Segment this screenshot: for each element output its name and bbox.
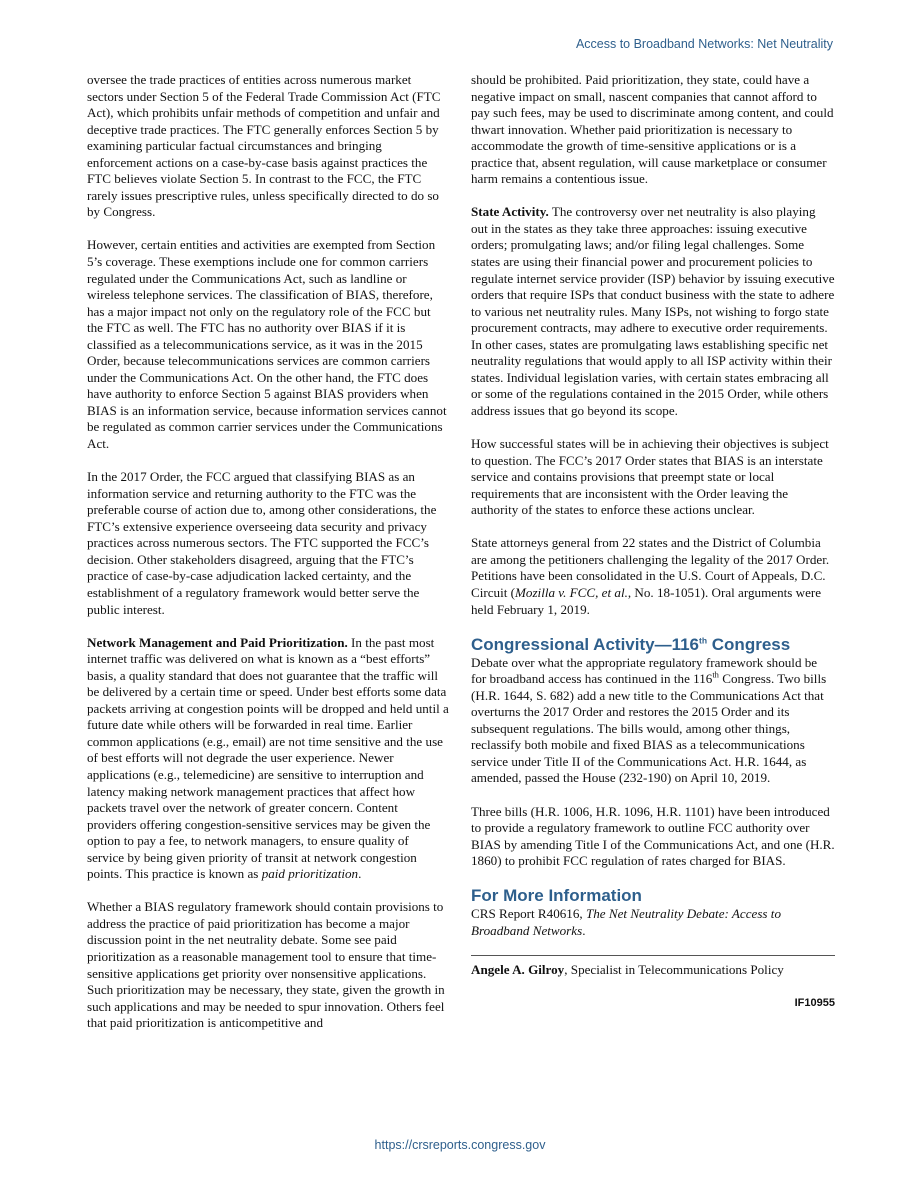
paragraph-ftc-oversight: oversee the trade practices of entities across numerous market sectors under Section 5 of the Federal Trade Commission Act (FTC Act), which prohibits unfair methods of competition and unfair and deceptive trade practices. The FTC generally enforces Section 5 by examining particular factual circumstances and bringing enforcement actions on a case-by-case basis against practices the FTC believes violate Section 5. In contrast to the FCC, the FTC rarely issues prescriptive rules, unless specifically directed to do so by Congress. xyxy=(87,72,441,220)
crs-report-end: . xyxy=(582,922,586,938)
run-in-heading-network-management: Network Management and Paid Prioritization. xyxy=(87,634,348,650)
case-citation: Mozilla v. FCC, et al. xyxy=(515,584,628,600)
paragraph-network-management xyxy=(87,635,449,883)
section-heading-congressional-activity xyxy=(471,635,835,655)
paragraph-paid-prioritization-debate: Whether a BIAS regulatory framework should contain provisions to address the practice of paid prioritization has become a major discussion point in the net neutrality debate. Some see paid prioritization as a reasonable management tool to ensure that time-sensitive applications get priority over nonsensitive applications. Such prioritization may be necessary, they state, given the growth in such applications and may be needed to spur innovation. Others feel that paid prioritization is anticompetitive and xyxy=(87,899,445,1031)
footer-url-link[interactable]: https://crsreports.congress.gov xyxy=(374,1138,546,1152)
paragraph-congressional-debate xyxy=(471,655,835,787)
paragraph-prohibition-argument: should be prohibited. Paid prioritization, they state, could have a negative impact on small, nascent companies that cannot afford to pay such fees, may be used to discriminate among content, and could thwart innovation. Whether paid prioritization is necessary to accommodate the growth of time-sensitive applications or is a practice that, absent regulation, will cause marketplace or consumer harm remains a contentious issue. xyxy=(471,72,834,187)
paragraph-section5-exemptions: However, certain entities and activities are exempted from Section 5’s coverage. These exemptions include one for common carriers regulated under the Communications Act, such as landline or wireless telephone services. The classification of BIAS, therefore, has a major impact not only on the regulatory role of the FCC but the FTC as well. The FTC has no authority over BIAS if it is classified as a telecommunications service, as it was in the 2015 Order, because telecommunications services are common carriers under the Communications Act. On the other hand, the FTC does have authority to enforce Section 5 against BIAS providers when BIAS is an information service, because information services cannot be regulated as common carrier services under the Communications Act. xyxy=(87,237,447,452)
heading-congress-end: Congress xyxy=(707,634,791,654)
crs-report-prefix: CRS Report R40616, xyxy=(471,906,586,922)
paragraph-congressional-debate-start: Debate over what the appropriate regulatory framework should be for broadband access has continued in the 116 xyxy=(471,654,818,687)
run-in-heading-state-activity: State Activity. xyxy=(471,204,549,220)
paragraph-state-activity-body: The controversy over net neutrality is also playing out in the states as they take three approaches: issuing executive orders; promulgating laws; and/or filing legal challenges. Some states are using their financial power and procurement policies to regulate internet service provider (ISP) behavior by issuing executive orders that require ISPs that conduct business with the state to adhere to various net neutrality rules. Many ISPs, not wishing to forgo state procurement contracts, may adhere to executive order requirements. In other cases, states are promulgating laws establishing specific net neutrality regulations that would apply to all ISP activity within their states. Individual legislation varies, with certain states embracing all or some of the regulations contained in the 2015 Order, while others address issues that go beyond its scope. xyxy=(471,204,835,418)
paragraph-crs-report xyxy=(471,906,835,939)
paragraph-attorneys-general-end: , No. 18-1051). Oral arguments were held February 1, 2019. xyxy=(471,584,822,617)
paragraph-attorneys-general-start: State attorneys general from 22 states and the District of Columbia are among the petitioners challenging the legality of the 2017 Order. Petitions have been consolidated in the U.S. Court of Appeals, D.C. Circuit ( xyxy=(471,535,830,600)
paragraph-network-management-end: . xyxy=(358,866,362,882)
crs-report-title: The Net Neutrality Debate: Access to Broadband Networks xyxy=(471,906,781,938)
paragraph-state-activity xyxy=(471,204,835,419)
author-line xyxy=(471,962,835,979)
left-column xyxy=(87,72,449,1032)
paragraph-congressional-debate-end: Congress. Two bills (H.R. 1644, S. 682) add a new title to the Communications Act that overturns the 2017 Order and restores the 2015 Order and its subsequent regulations. The bills would, among other things, reclassify both mobile and fixed BIAS as a telecommunications service under Title II of the Communications Act. H.R. 1644, as amended, passed the House (232-190) on April 10, 2019. xyxy=(471,671,827,786)
report-id: IF10955 xyxy=(794,997,835,1010)
paragraph-state-success: How successful states will be in achieving their objectives is subject to question. The FCC’s 2017 Order states that BIAS is an interstate service and contains provisions that preempt state or local requirements that are inconsistent with the Order leaving the authority of the states to enforce these actions unclear. xyxy=(471,436,829,518)
paragraph-attorneys-general xyxy=(471,535,835,618)
heading-congress-sup: th xyxy=(699,634,708,645)
author-name: Angele A. Gilroy xyxy=(471,962,565,978)
paragraph-network-management-body: In the past most internet traffic was delivered on what is known as a “best efforts” basis, a quality standard that does not guarantee that the traffic will be delivered by a certain time or speed. Under best efforts some data packets arriving at congestion points will be dropped and held until a future date while others will be forwarded in real time. Earlier common applications (e.g., email) are not time sensitive and the use of best efforts will not degrade the user experience. Newer applications (e.g., telemedicine) are sensitive to interruption and latency making network management practices that affect how packets travel over the network of greater concern. Content providers offering congestion-sensitive services may be given the option to pay a fee, to network managers, to ensure quality of service by being given priority of transit at network congestion points. This practice is known as xyxy=(87,634,449,882)
right-column xyxy=(471,72,835,1012)
heading-congress-main: Congressional Activity—116 xyxy=(471,634,700,654)
term-paid-prioritization: paid prioritization xyxy=(261,866,359,882)
paragraph-three-bills: Three bills (H.R. 1006, H.R. 1096, H.R. 1101) have been introduced to provide a regulatory framework to outline FCC authority over BIAS by amending Title I of the Communications Act, and one (H.R. 1860) to prohibit FCC regulation of rates charged for BIAS. xyxy=(471,803,835,869)
author-divider xyxy=(471,955,835,956)
section-heading-more-information: For More Information xyxy=(471,886,642,906)
running-header-title: Access to Broadband Networks: Net Neutrality xyxy=(575,37,833,51)
congress-ordinal-sup: th xyxy=(712,669,719,680)
author-title: , Specialist in Telecommunications Policy xyxy=(564,962,784,978)
paragraph-2017-order: In the 2017 Order, the FCC argued that classifying BIAS as an information service and returning authority to the FTC was the preferable course of action due to, among other considerations, the FTC’s extensive experience overseeing data security and privacy practices across numerous sectors. The FTC supported the FCC’s decision. Other stakeholders disagreed, arguing that the FTC’s practice of case-by-case adjudication lacked certainty, and the establishment of a regulatory framework would better serve the public interest. xyxy=(87,469,437,617)
